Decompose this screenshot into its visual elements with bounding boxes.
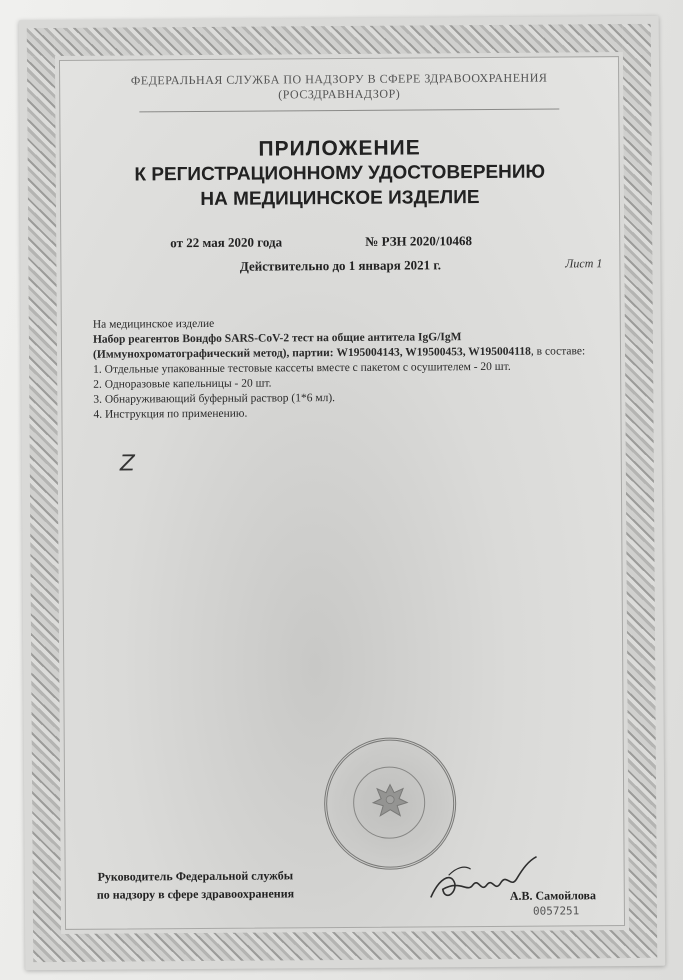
form-serial-number: 0057251 bbox=[532, 904, 580, 918]
product-name bbox=[93, 329, 593, 362]
list-item: 4. Инструкция по применению. bbox=[93, 407, 248, 421]
document-title bbox=[20, 134, 661, 213]
list-item: 3. Обнаруживающий буферный раствор (1*6 мл). bbox=[93, 392, 336, 406]
product-description bbox=[93, 314, 594, 422]
position-line-2: по надзору в сфере здравоохранения bbox=[96, 886, 295, 902]
registration-number: № РЗН 2020/10468 bbox=[365, 233, 473, 249]
product-name-bold: Набор реагентов Вондфо SARS-CoV-2 тест на общие антитела IgG/IgM (Иммунохроматографический метод), партии: W195004143, W19500453, W195004118 bbox=[92, 331, 531, 361]
signer-name: А.В. Самойлова bbox=[509, 888, 597, 903]
handwritten-mark: Z bbox=[119, 451, 135, 477]
title-line-1: ПРИЛОЖЕНИЕ bbox=[258, 136, 421, 161]
intro-text: На медицинское изделие bbox=[92, 317, 215, 331]
issue-date: от 22 мая 2020 года bbox=[170, 234, 283, 251]
double-headed-eagle-icon bbox=[367, 779, 413, 825]
list-item: 1. Отдельные упакованные тестовые кассеты вместе с пакетом с осушителем - 20 шт. bbox=[93, 360, 511, 376]
product-name-tail: , в составе: bbox=[530, 345, 586, 358]
signatory-position bbox=[97, 866, 295, 903]
certificate-sheet bbox=[19, 16, 666, 970]
list-item: 2. Одноразовые капельницы - 20 шт. bbox=[93, 377, 272, 391]
agency-header bbox=[19, 70, 659, 104]
agency-abbreviation: (РОСЗДРАВНАДЗОР) bbox=[278, 86, 401, 102]
sheet-number: Лист 1 bbox=[565, 256, 603, 271]
position-line-1: Руководитель Федеральной службы bbox=[97, 868, 294, 884]
agency-name: ФЕДЕРАЛЬНАЯ СЛУЖБА ПО НАДЗОРУ В СФЕРЕ ЗДРАВООХРАНЕНИЯ bbox=[130, 70, 548, 88]
validity-date: Действительно до 1 января 2021 г. bbox=[239, 257, 442, 274]
title-line-3: НА МЕДИЦИНСКОЕ ИЗДЕЛИЕ bbox=[200, 187, 480, 210]
title-line-2: К РЕГИСТРАЦИОННОМУ УДОСТОВЕРЕНИЮ bbox=[134, 161, 546, 186]
